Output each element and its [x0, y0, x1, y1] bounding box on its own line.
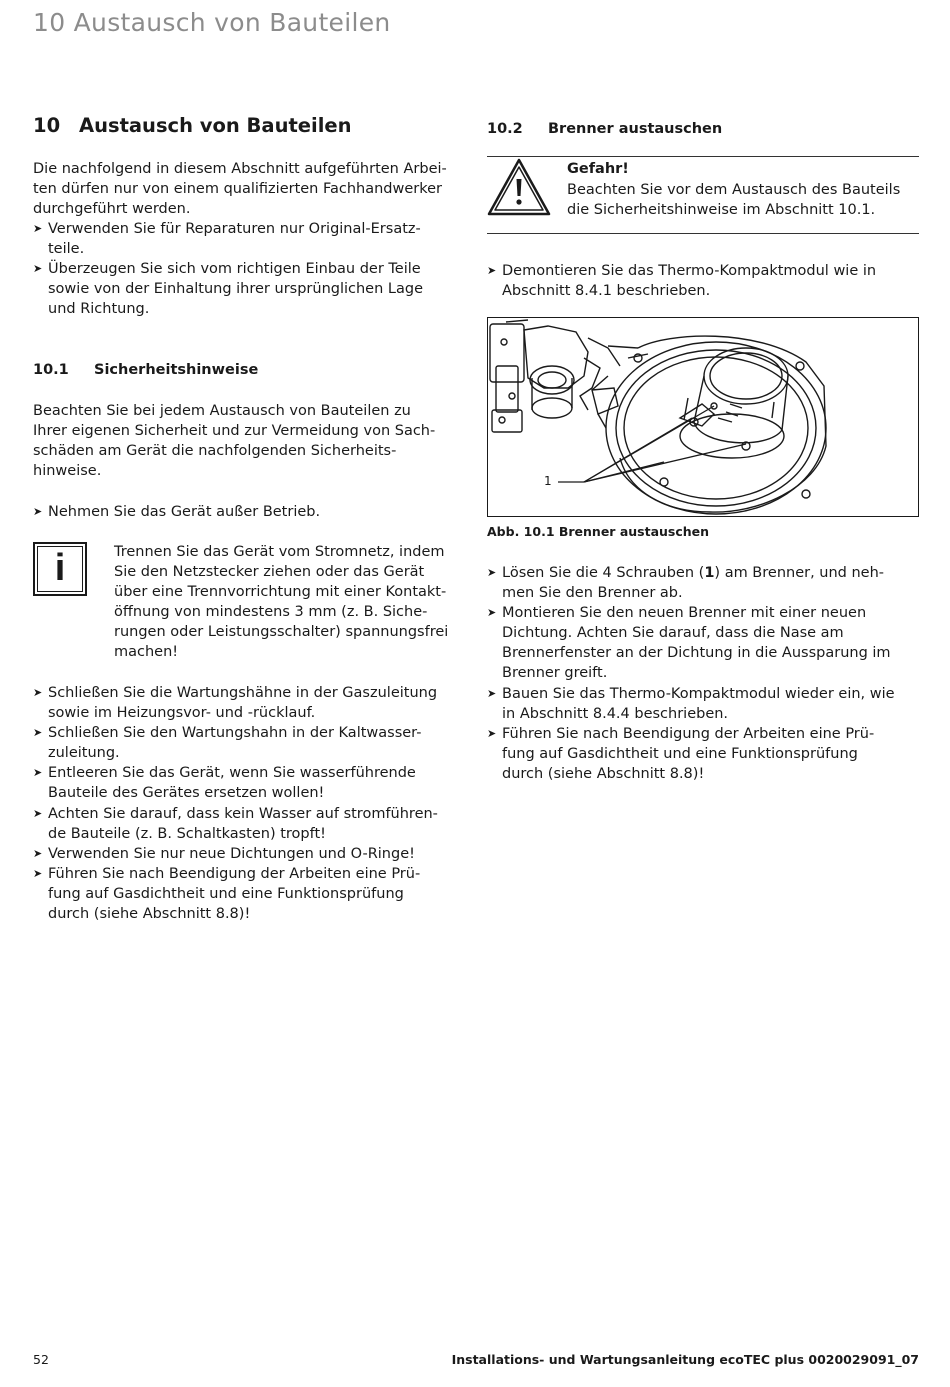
section-10-2-number: 10.2 — [487, 121, 523, 137]
section-10-2-bullet-before — [487, 261, 876, 301]
section-10-1-number: 10.1 — [33, 362, 69, 378]
figure-caption: Abb. 10.1 Brenner austauschen — [487, 524, 710, 539]
bullet-arrow-icon: ➤ — [33, 866, 43, 880]
list-item: ➤ Bauen Sie das Thermo-Kompaktmodul wieder ein, wie in Abschnitt 8.4.4 beschrieben. — [487, 685, 895, 722]
section-10-1-bullets-after — [33, 683, 438, 924]
document-title-footer: Installations- und Wartungsanleitung ecoTEC plus 0020029091_07 — [451, 1352, 919, 1367]
list-item: ➤ Entleeren Sie das Gerät, wenn Sie wasserführende Bauteile des Gerätes ersetzen wollen! — [33, 765, 416, 802]
list-item: ➤ Achten Sie darauf, dass kein Wasser auf stromführen- de Bauteile (z. B. Schaltkasten) tropft! — [33, 805, 438, 842]
section-10-2-title: Brenner austauschen — [548, 121, 723, 137]
section-10-1-heading — [33, 362, 258, 378]
text-line: öffnung von mindestens 3 mm (z. B. Siche- — [114, 604, 428, 621]
list-item: ➤ Nehmen Sie das Gerät außer Betrieb. — [33, 502, 320, 522]
list-item: ➤ Verwenden Sie für Reparaturen nur Original-Ersatz- teile. — [33, 221, 421, 258]
section-10-1-title: Sicherheitshinweise — [94, 362, 259, 378]
list-item: ➤ Überzeugen Sie sich vom richtigen Einbau der Teile sowie von der Einhaltung ihrer ursprünglichen Lage und Richtung. — [33, 261, 423, 318]
section-10-bullets — [33, 219, 423, 319]
list-item: ➤ Lösen Sie die 4 Schrauben (1) am Brenner, und neh- men Sie den Brenner ab. — [487, 565, 885, 602]
bullet-arrow-icon: ➤ — [33, 505, 43, 518]
section-10-number: 10 — [33, 114, 61, 137]
text-line: machen! — [114, 644, 179, 661]
text-line: ten dürfen nur von einem qualifizierten Fachhandwerker — [33, 181, 443, 198]
list-item: ➤ Führen Sie nach Beendigung der Arbeiten eine Prü- fung auf Gasdichtheit und eine Funktionsprüfung durch (siehe Abschnitt 8.8)! — [33, 865, 421, 923]
burner-figure — [487, 317, 919, 517]
bullet-arrow-icon: ➤ — [33, 806, 43, 820]
text-line: Trennen Sie das Gerät vom Stromnetz, indem — [114, 544, 445, 560]
bullet-arrow-icon: ➤ — [33, 726, 43, 740]
callout-label-1: 1 — [544, 474, 552, 488]
list-item: ➤ Montieren Sie den neuen Brenner mit einer neuen Dichtung. Achten Sie darauf, dass die Nase am Brennerfenster an der Dichtung in die Aussparung im Brenner greift. — [487, 605, 891, 682]
info-icon: i — [33, 542, 87, 596]
burner-illustration — [488, 318, 918, 516]
section-10-2-heading — [487, 121, 722, 137]
section-10-title: Austausch von Bauteilen — [79, 114, 352, 137]
warning-top-rule — [487, 156, 919, 157]
section-10-intro — [33, 159, 447, 219]
bullet-arrow-icon: ➤ — [487, 264, 497, 277]
text-line: durchgeführt werden. — [33, 201, 191, 218]
section-10-1-intro — [33, 401, 435, 481]
warning-text — [567, 180, 900, 220]
bullet-arrow-icon: ➤ — [487, 566, 497, 579]
list-item: ➤ Verwenden Sie nur neue Dichtungen und O-Ringe! — [33, 844, 438, 864]
text-line: Die nachfolgend in diesem Abschnitt aufgeführten Arbei- — [33, 161, 447, 177]
text-line: schäden am Gerät die nachfolgenden Sicherheits- — [33, 443, 397, 460]
warning-title: Gefahr! — [567, 161, 629, 177]
text-line: hinweise. — [33, 463, 102, 480]
text-line: über eine Trennvorrichtung mit einer Kontakt- — [114, 584, 447, 601]
bullet-arrow-icon: ➤ — [487, 726, 497, 740]
warning-triangle-icon — [487, 158, 551, 216]
text-line: Beachten Sie bei jedem Austausch von Bauteilen zu — [33, 403, 411, 419]
page-number: 52 — [33, 1352, 49, 1367]
running-header: 10 Austausch von Bauteilen — [33, 8, 391, 37]
text-line: Beachten Sie vor dem Austausch des Bauteils — [567, 182, 901, 198]
list-item: ➤ Führen Sie nach Beendigung der Arbeiten eine Prü- fung auf Gasdichtheit und eine Funktionsprüfung durch (siehe Abschnitt 8.8)! — [487, 725, 875, 782]
bullet-arrow-icon: ➤ — [33, 846, 43, 860]
bullet-arrow-icon: ➤ — [33, 686, 43, 699]
bullet-arrow-icon: ➤ — [33, 262, 43, 276]
bullet-arrow-icon: ➤ — [33, 222, 43, 235]
text-line: Sie den Netzstecker ziehen oder das Gerät — [114, 564, 425, 581]
bullet-arrow-icon: ➤ — [487, 606, 497, 620]
warning-bottom-rule — [487, 233, 919, 234]
text-line: Ihrer eigenen Sicherheit und zur Vermeidung von Sach- — [33, 423, 436, 440]
text-line: die Sicherheitshinweise im Abschnitt 10.1. — [567, 202, 876, 219]
section-10-heading — [33, 114, 352, 137]
list-item: ➤ Schließen Sie den Wartungshahn in der Kaltwasser- zuleitung. — [33, 725, 422, 762]
info-note-text — [114, 542, 448, 663]
bullet-arrow-icon: ➤ — [487, 686, 497, 700]
bullet-arrow-icon: ➤ — [33, 766, 43, 780]
section-10-2-bullets-after — [487, 563, 895, 784]
list-item: ➤ Schließen Sie die Wartungshähne in der Gaszuleitung sowie im Heizungsvor- und -rücklauf. — [33, 685, 438, 722]
list-item: ➤ Demontieren Sie das Thermo-Kompaktmodul wie in Abschnitt 8.4.1 beschrieben. — [487, 263, 877, 300]
section-10-1-bullet-before — [33, 502, 320, 522]
text-line: rungen oder Leistungsschalter) spannungsfrei — [114, 624, 449, 641]
